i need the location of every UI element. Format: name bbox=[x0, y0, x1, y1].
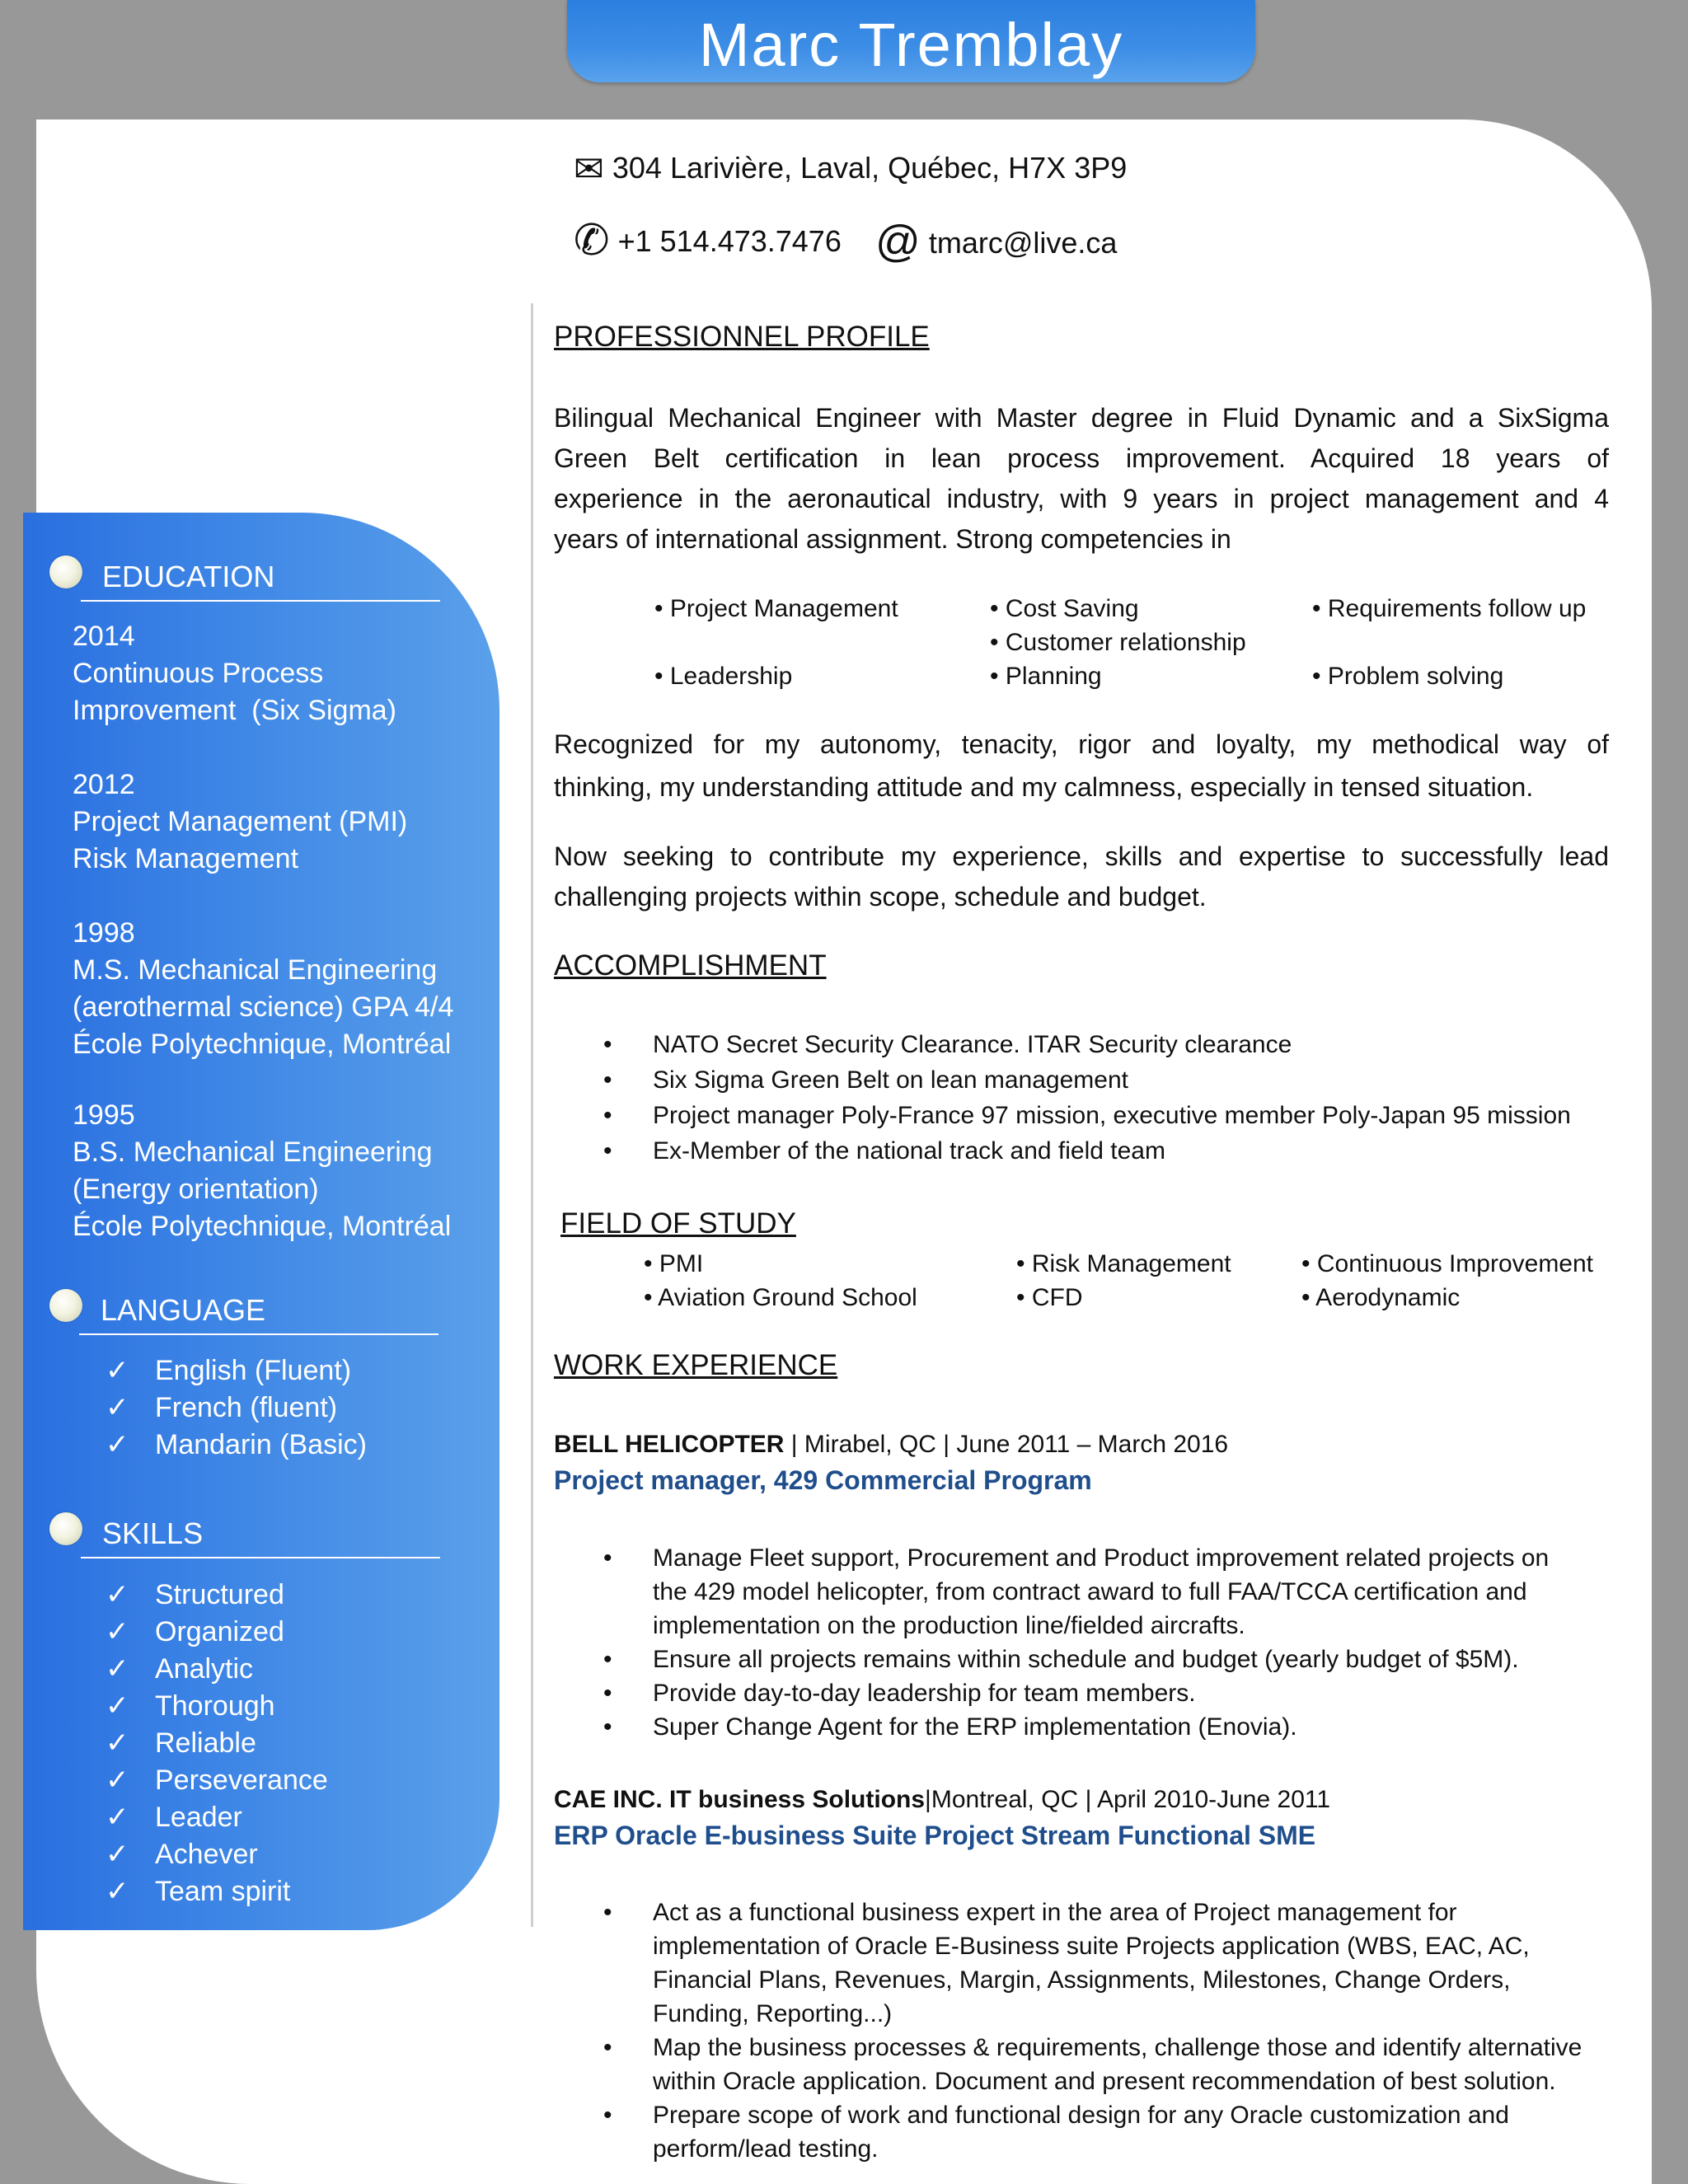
education-line: (Energy orientation) bbox=[73, 1174, 319, 1205]
job-bullet-line: the 429 model helicopter, from contract award to full FAA/TCCA certification and bbox=[653, 1578, 1527, 1605]
competency-column bbox=[990, 592, 1246, 693]
job-bullet-line: Provide day-to-day leadership for team members. bbox=[653, 1680, 1196, 1707]
language-item bbox=[106, 1352, 367, 1390]
field-item: • PMI bbox=[644, 1250, 704, 1277]
profile-recognized bbox=[554, 723, 1609, 808]
accomplishment-text: Project manager Poly-France 97 mission, executive member Poly-Japan 95 mission bbox=[653, 1102, 1571, 1129]
skill-item bbox=[106, 1651, 328, 1688]
check-icon: ✓ bbox=[106, 1355, 129, 1386]
education-line: Risk Management bbox=[73, 843, 299, 874]
phone-text: +1 514.473.7476 bbox=[617, 224, 842, 258]
competency-item: • Leadership bbox=[654, 663, 793, 690]
skills-title: SKILLS bbox=[102, 1516, 204, 1550]
job-company-line bbox=[554, 1431, 1228, 1459]
field-item: • Aviation Ground School bbox=[644, 1284, 917, 1311]
check-icon: ✓ bbox=[106, 1765, 129, 1796]
accomplishment-item bbox=[603, 1027, 1571, 1062]
profile-seeking bbox=[554, 837, 1609, 917]
field-column bbox=[1016, 1247, 1231, 1315]
job-bullet bbox=[603, 1896, 1582, 2031]
accomplishment-text: Six Sigma Green Belt on lean management bbox=[653, 1066, 1128, 1094]
skill-item bbox=[106, 1577, 328, 1614]
job-bullet bbox=[603, 1710, 1549, 1744]
education-underline bbox=[81, 600, 440, 602]
check-icon: ✓ bbox=[106, 1690, 129, 1722]
job-details: | Mirabel, QC | June 2011 – March 2016 bbox=[784, 1431, 1229, 1458]
education-year: 1998 bbox=[73, 917, 135, 949]
skill-label: Structured bbox=[155, 1579, 284, 1610]
job-bullet-line: Map the business processes & requirements, challenge those and identify alternative bbox=[653, 2034, 1582, 2061]
envelope-icon: ✉ bbox=[574, 149, 604, 190]
address-text: 304 Larivière, Laval, Québec, H7X 3P9 bbox=[612, 151, 1128, 185]
education-entry bbox=[73, 915, 453, 1063]
check-icon: ✓ bbox=[106, 1839, 129, 1870]
education-line: École Polytechnique, Montréal bbox=[73, 1211, 452, 1242]
check-icon: ✓ bbox=[106, 1727, 129, 1759]
education-line: Continuous Process bbox=[73, 658, 324, 689]
job-bullet bbox=[603, 2098, 1582, 2166]
job-bullet bbox=[603, 1643, 1549, 1676]
profile-intro bbox=[554, 398, 1609, 560]
language-list bbox=[106, 1352, 367, 1464]
bullet-icon: • bbox=[603, 1137, 612, 1165]
email-text: tmarc@live.ca bbox=[928, 226, 1118, 260]
skill-label: Analytic bbox=[155, 1653, 254, 1685]
check-icon: ✓ bbox=[106, 1802, 129, 1833]
accomplishment-list bbox=[603, 1027, 1571, 1169]
check-icon: ✓ bbox=[106, 1579, 129, 1610]
accomplishment-title: ACCOMPLISHMENT bbox=[554, 949, 827, 982]
job-bullet-line: Funding, Reporting...) bbox=[653, 2000, 893, 2027]
profile-line: Now seeking to contribute my experience, skills and expertise to successfully lead bbox=[554, 841, 1609, 871]
phone-line bbox=[574, 216, 842, 265]
skill-label: Leader bbox=[155, 1802, 242, 1833]
bullet-icon: • bbox=[603, 2102, 612, 2129]
language-label: Mandarin (Basic) bbox=[155, 1429, 367, 1460]
profile-line: Bilingual Mechanical Engineer with Master degree in Fluid Dynamic and a SixSigma bbox=[554, 403, 1609, 433]
education-entry bbox=[73, 766, 407, 878]
job-bullet-line: Super Change Agent for the ERP implementation (Enovia). bbox=[653, 1713, 1297, 1741]
competency-item: • Customer relationship bbox=[990, 629, 1246, 656]
language-label: English (Fluent) bbox=[155, 1355, 352, 1386]
work-experience-title: WORK EXPERIENCE bbox=[554, 1349, 838, 1381]
job-role: Project manager, 429 Commercial Program bbox=[554, 1465, 1092, 1495]
competency-item: • Requirements follow up bbox=[1312, 595, 1587, 622]
field-item: • Risk Management bbox=[1016, 1250, 1231, 1277]
education-line: B.S. Mechanical Engineering bbox=[73, 1137, 433, 1168]
education-year: 1995 bbox=[73, 1099, 135, 1131]
bullet-icon: • bbox=[603, 1899, 612, 1926]
competency-column bbox=[654, 592, 898, 693]
field-item: • CFD bbox=[1016, 1284, 1083, 1311]
competency-item: • Project Management bbox=[654, 595, 898, 622]
education-line: École Polytechnique, Montréal bbox=[73, 1029, 452, 1060]
candidate-name: Marc Tremblay bbox=[698, 11, 1124, 79]
education-entry bbox=[73, 618, 396, 729]
job-bullet bbox=[603, 1541, 1550, 1643]
field-of-study-title: FIELD OF STUDY bbox=[560, 1207, 796, 1240]
profile-line: Recognized for my autonomy, tenacity, rigor and loyalty, my methodical way of bbox=[554, 729, 1609, 759]
bullet-icon: • bbox=[603, 1680, 612, 1707]
education-year: 2014 bbox=[73, 621, 135, 652]
check-icon: ✓ bbox=[106, 1876, 129, 1907]
job-bullet-line: implementation on the production line/fielded aircrafts. bbox=[653, 1612, 1245, 1639]
at-icon: @ bbox=[875, 217, 921, 266]
job-bullets bbox=[603, 1896, 1582, 2166]
job-company-line bbox=[554, 1786, 1330, 1814]
language-item bbox=[106, 1390, 367, 1427]
education-title: EDUCATION bbox=[102, 560, 275, 593]
job-company: CAE INC. IT business Solutions bbox=[554, 1786, 926, 1813]
accomplishment-item bbox=[603, 1062, 1571, 1098]
address-line bbox=[574, 148, 1127, 190]
job-bullet-line: implementation of Oracle E-Business suite Projects application (WBS, EAC, AC, bbox=[653, 1933, 1530, 1960]
skill-label: Thorough bbox=[155, 1690, 275, 1722]
skill-label: Reliable bbox=[155, 1727, 256, 1759]
language-title: LANGUAGE bbox=[101, 1293, 266, 1327]
competency-item: • Cost Saving bbox=[990, 595, 1139, 622]
bullet-icon: • bbox=[603, 1066, 612, 1094]
bullet-icon: • bbox=[603, 1713, 612, 1741]
skill-item bbox=[106, 1688, 328, 1725]
education-line: M.S. Mechanical Engineering bbox=[73, 954, 438, 986]
job-bullet-line: Act as a functional business expert in the area of Project management for bbox=[653, 1899, 1457, 1926]
competency-spacer bbox=[654, 626, 898, 659]
job-bullet-line: Financial Plans, Revenues, Margin, Assignments, Milestones, Change Orders, bbox=[653, 1966, 1511, 1994]
field-item: • Aerodynamic bbox=[1301, 1284, 1461, 1311]
check-icon: ✓ bbox=[106, 1392, 129, 1423]
column-divider bbox=[531, 303, 533, 1927]
skill-label: Organized bbox=[155, 1616, 284, 1647]
check-icon: ✓ bbox=[106, 1616, 129, 1647]
competency-item: • Problem solving bbox=[1312, 663, 1504, 690]
education-line: Improvement (Six Sigma) bbox=[73, 695, 396, 726]
bullet-icon: • bbox=[603, 1102, 612, 1129]
job-bullet-line: perform/lead testing. bbox=[653, 2135, 879, 2163]
profile-line: experience in the aeronautical industry, with 9 years in project management and 4 bbox=[554, 484, 1609, 513]
competency-column bbox=[1312, 592, 1586, 693]
field-column bbox=[644, 1247, 917, 1315]
skill-item bbox=[106, 1614, 328, 1651]
competency-item: • Planning bbox=[990, 663, 1102, 690]
email-line bbox=[875, 216, 1117, 267]
language-label: French (fluent) bbox=[155, 1392, 338, 1423]
section-bullet-icon bbox=[49, 1289, 82, 1322]
language-item bbox=[106, 1427, 367, 1464]
competency-spacer bbox=[1312, 626, 1586, 659]
skill-item bbox=[106, 1725, 328, 1762]
section-bullet-icon bbox=[49, 555, 82, 588]
job-bullet-line: Ensure all projects remains within schedule and budget (yearly budget of $5M). bbox=[653, 1646, 1519, 1673]
accomplishment-text: Ex-Member of the national track and field team bbox=[653, 1137, 1165, 1165]
job-bullet bbox=[603, 1676, 1549, 1710]
skill-item bbox=[106, 1799, 328, 1836]
profile-line: years of international assignment. Strong competencies in bbox=[554, 524, 1231, 554]
skills-underline bbox=[81, 1557, 440, 1558]
education-entry bbox=[73, 1097, 451, 1245]
education-line: (aerothermal science) GPA 4/4 bbox=[73, 991, 454, 1023]
bullet-icon: • bbox=[603, 1544, 612, 1572]
skill-item bbox=[106, 1836, 328, 1873]
job-details: |Montreal, QC | April 2010-June 2011 bbox=[925, 1786, 1331, 1813]
name-banner bbox=[567, 0, 1255, 82]
field-column bbox=[1301, 1247, 1593, 1315]
accomplishment-item bbox=[603, 1133, 1571, 1169]
education-year: 2012 bbox=[73, 769, 135, 800]
profile-line: Green Belt certification in lean process improvement. Acquired 18 years of bbox=[554, 443, 1609, 473]
bullet-icon: • bbox=[603, 1646, 612, 1673]
field-item: • Continuous Improvement bbox=[1301, 1250, 1594, 1277]
job-bullet-line: Manage Fleet support, Procurement and Product improvement related projects on bbox=[653, 1544, 1550, 1572]
bullet-icon: • bbox=[603, 2034, 612, 2061]
skill-item bbox=[106, 1762, 328, 1799]
skill-label: Perseverance bbox=[155, 1765, 328, 1796]
job-role: ERP Oracle E-business Suite Project Stream Functional SME bbox=[554, 1821, 1316, 1850]
phone-icon: ✆ bbox=[574, 217, 610, 265]
accomplishment-text: NATO Secret Security Clearance. ITAR Security clearance bbox=[653, 1031, 1292, 1058]
skill-item bbox=[106, 1873, 328, 1910]
check-icon: ✓ bbox=[106, 1429, 129, 1460]
job-bullets bbox=[603, 1541, 1550, 1744]
job-company: BELL HELICOPTER bbox=[554, 1431, 785, 1458]
job-bullet bbox=[603, 2031, 1582, 2098]
profile-line: thinking, my understanding attitude and my calmness, especially in tensed situation. bbox=[554, 772, 1534, 802]
profile-title: PROFESSIONNEL PROFILE bbox=[554, 321, 930, 353]
language-underline bbox=[79, 1333, 438, 1335]
profile-line: challenging projects within scope, schedule and budget. bbox=[554, 882, 1207, 912]
job-bullet-line: Prepare scope of work and functional design for any Oracle customization and bbox=[653, 2102, 1509, 2129]
check-icon: ✓ bbox=[106, 1653, 129, 1685]
accomplishment-item bbox=[603, 1098, 1571, 1133]
job-bullet-line: within Oracle application. Document and present recommendation of best solution. bbox=[653, 2068, 1556, 2095]
education-line: Project Management (PMI) bbox=[73, 806, 408, 837]
bullet-icon: • bbox=[603, 1031, 612, 1058]
skills-list bbox=[106, 1577, 328, 1910]
skill-label: Team spirit bbox=[155, 1876, 291, 1907]
section-bullet-icon bbox=[49, 1512, 82, 1545]
skill-label: Achever bbox=[155, 1839, 258, 1870]
